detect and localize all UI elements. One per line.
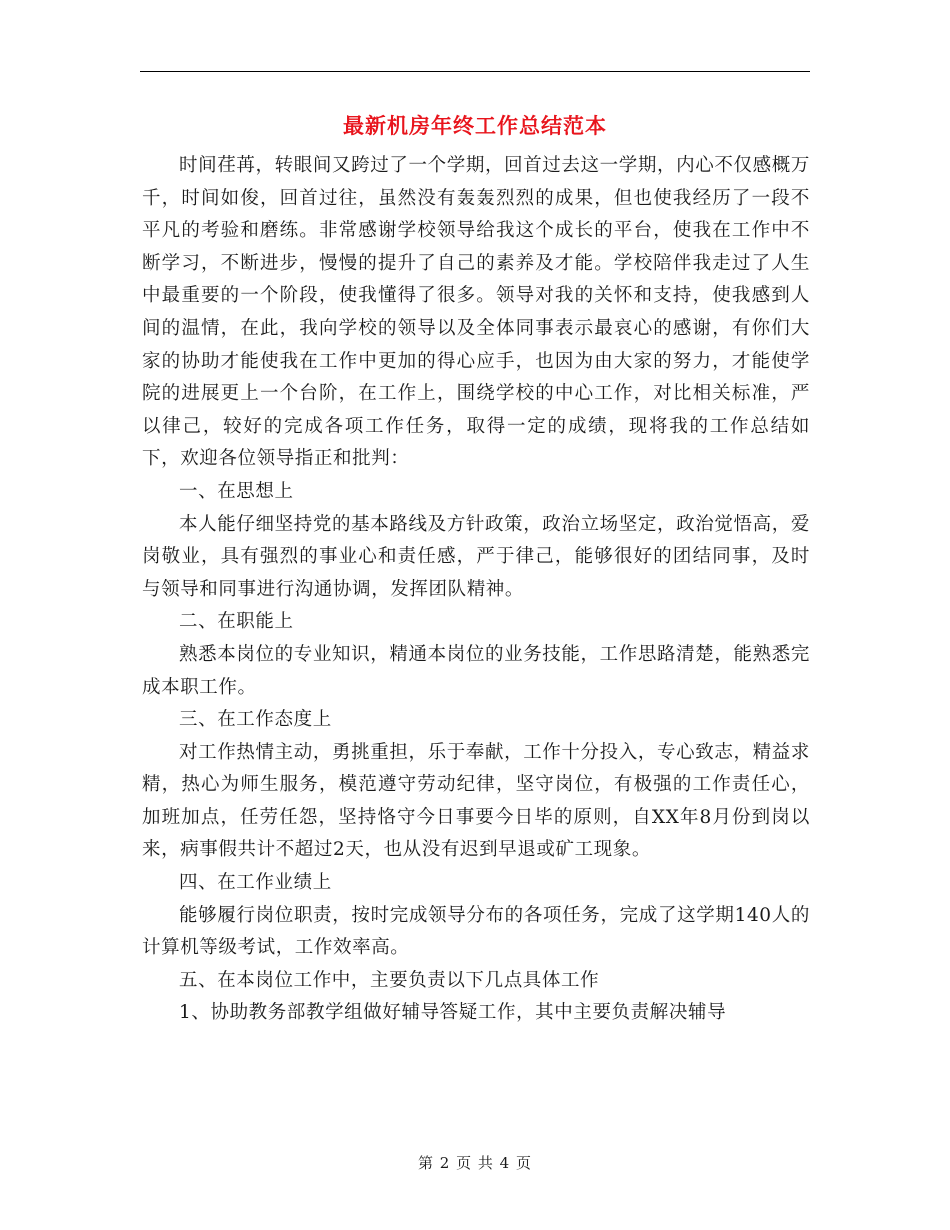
page-footer bbox=[0, 1152, 950, 1174]
section-heading-2: 二、在职能上 bbox=[179, 611, 294, 633]
paragraph-intro: 时间荏苒，转眼间又跨过了一个学期，回首过去这一学期，内心不仅感概万千，时间如俊，回首过往，虽然没有轰轰烈烈的成果，但也使我经历了一段不平凡的考验和磨练。非常感谢学校领导给我这个成长的平台，使我在工作中不断学习，不断进步，慢慢的提升了自己的素养及才能。学校陪伴我走过了人生中最重要的一个阶段，使我懂得了很多。领导对我的关怀和支持，使我感到人间的温情，在此，我向学校的领导以及全体同事表示最哀心的感谢，有你们大家的协助才能使我在工作中更加的得心应手，也因为由大家的努力，才能使学院的进展更上一个台阶，在工作上，围绕学校的中心工作，对比相关标准，严以律己，较好的完成各项工作任务，取得一定的成绩，现将我的工作总结如下，欢迎各位领导指正和批判： bbox=[142, 155, 810, 470]
section-heading-3: 三、在工作态度上 bbox=[179, 709, 332, 731]
header-rule bbox=[140, 71, 810, 72]
paragraph-section-1: 本人能仔细坚持党的基本路线及方针政策，政治立场坚定，政治觉悟高，爱岗敬业，具有强烈的事业心和责任感，严于律己，能够很好的团结同事，及时与领导和同事进行沟通协调，发挥团队精神。 bbox=[142, 513, 810, 600]
paragraph-section-5-item-1: 1、协助教务部教学组做好辅导答疑工作，其中主要负责解决辅导 bbox=[179, 1002, 727, 1024]
paragraph-section-4: 能够履行岗位职责，按时完成领导分布的各项任务，完成了这学期140人的计算机等级考试，工作效率高。 bbox=[142, 904, 810, 959]
document-body bbox=[142, 150, 810, 1030]
page-number-label: 第 2 页 共 4 页 bbox=[418, 1154, 532, 1172]
paragraph-section-2: 熟悉本岗位的专业知识，精通本岗位的业务技能，工作思路清楚，能熟悉完成本职工作。 bbox=[142, 643, 810, 698]
section-heading-4: 四、在工作业绩上 bbox=[179, 872, 332, 894]
paragraph-section-3: 对工作热情主动，勇挑重担，乐于奉献，工作十分投入，专心致志，精益求精，热心为师生服务，模范遵守劳动纪律，坚守岗位，有极强的工作责任心，加班加点，任劳任怨，坚持恪守今日事要今日毕的原则，自XX年8月份到岗以来，病事假共计不超过2天，也从没有迟到早退或矿工现象。 bbox=[142, 741, 810, 861]
document-title: 最新机房年终工作总结范本 bbox=[343, 113, 607, 138]
section-heading-5: 五、在本岗位工作中，主要负责以下几点具体工作 bbox=[179, 969, 600, 991]
section-heading-1: 一、在思想上 bbox=[179, 480, 294, 502]
